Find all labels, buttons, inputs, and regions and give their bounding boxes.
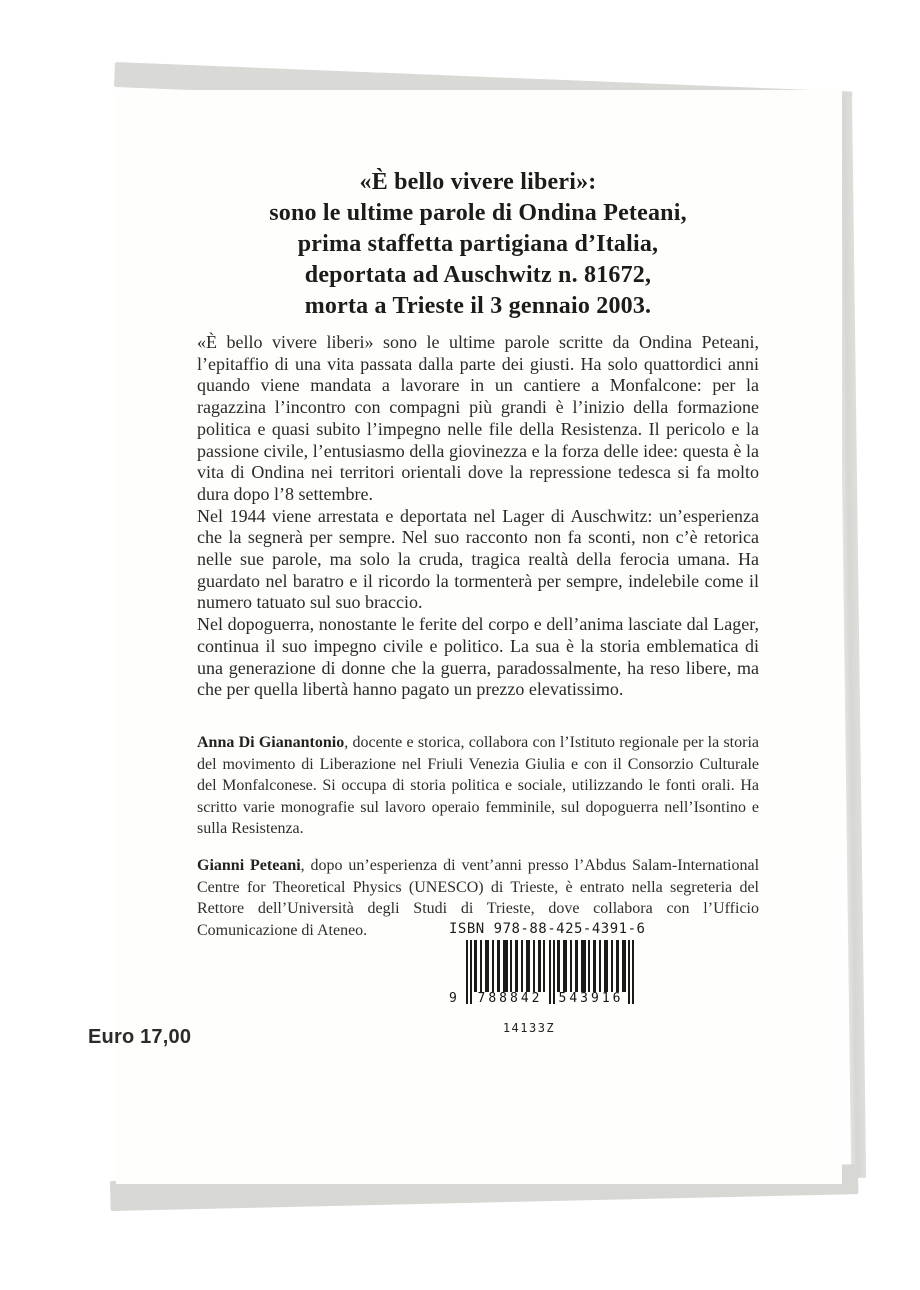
- synopsis-paragraph-2: Nel 1944 viene arrestata e deportata nel Lager di Auschwitz: un’esperienza che la segnerà per sempre. Nel suo racconto non fa sconti, non c’è retorica nelle sue parole, ma solo la cruda, tragica realtà della ferocia umana. Ha guardato nel baratro e il ricordo la tormenterà per sempre, indelebile come il numero tatuato sul suo braccio.: [197, 505, 759, 613]
- headline-line-1: «È bello vivere liberi»:: [359, 169, 597, 195]
- author-bio-text-2: , dopo un’esperienza di vent’anni presso l’Abdus Salam-International Centre for Theoretical Physics (UNESCO) di Trieste, è entrato nella segreteria del Rettore dell’Università degli Studi di Trieste, dove collabora con l’Ufficio Comunicazione di Ateneo.: [197, 856, 760, 939]
- isbn-label: ISBN 978-88-425-4391-6: [449, 921, 646, 937]
- author-bio-text-1: , docente e storica, collabora con l’Istituto regionale per la storia del movimento di Liberazione nel Friuli Venezia Giulia e con il Consorzio Culturale del Monfalconese. Si occupa di storia politica e sociale, utilizzando le fonti orali. Ha scritto varie monografie sul lavoro operaio femminile, sul dopoguerra nell’Isontino e sulla Resistenza.: [197, 733, 759, 838]
- synopsis: [197, 332, 759, 701]
- author-name-1: Anna Di Gianantonio: [197, 733, 345, 751]
- headline-line-2: sono le ultime parole di Ondina Peteani,: [269, 200, 687, 226]
- synopsis-paragraph-1: «È bello vivere liberi» sono le ultime parole scritte da Ondina Peteani, l’epitaffio di una vita passata dalla parte dei giusti. Ha solo quattordici anni quando viene mandata a lavorare in un cantiere a Monfalcone: per la ragazzina l’incontro con compagni più grandi è l’inizio della formazione politica e quasi subito l’impegno nelle file della Resistenza. Il pericolo e la passione civile, l’entusiasmo della giovinezza e la forza delle idee: questa è la vita di Ondina nei territori orientali dove la repressione tedesca si fa molto dura dopo l’8 settembre.: [197, 332, 759, 504]
- author-bio-1: [197, 732, 759, 840]
- barcode-digits-group-2: 543916: [558, 991, 624, 1006]
- print-code: 14133Z: [502, 1021, 556, 1035]
- headline-line-5: morta a Trieste il 3 gennaio 2003.: [304, 293, 652, 319]
- author-bios: [197, 732, 759, 941]
- ean13-barcode: [449, 940, 641, 1008]
- synopsis-paragraph-3: Nel dopoguerra, nonostante le ferite del corpo e dell’anima lasciate dal Lager, continua il suo impegno civile e politico. La sua è la storia emblematica di una generazione di donne che la guerra, paradossalmente, ha reso libere, ma che per quella libertà hanno pagato un prezzo elevatissimo.: [197, 614, 759, 700]
- headline-line-4: deportata ad Auschwitz n. 81672,: [304, 262, 652, 288]
- barcode-digits-group-1: 788842: [477, 991, 543, 1006]
- author-name-2: Gianni Peteani: [197, 856, 301, 874]
- cover-headline: [197, 167, 759, 322]
- price-label: Euro 17,00: [88, 1026, 192, 1048]
- headline-line-3: prima staffetta partigiana d’Italia,: [297, 231, 659, 257]
- barcode-digit-leading: 9: [449, 991, 457, 1006]
- isbn-barcode-section: [449, 921, 646, 1035]
